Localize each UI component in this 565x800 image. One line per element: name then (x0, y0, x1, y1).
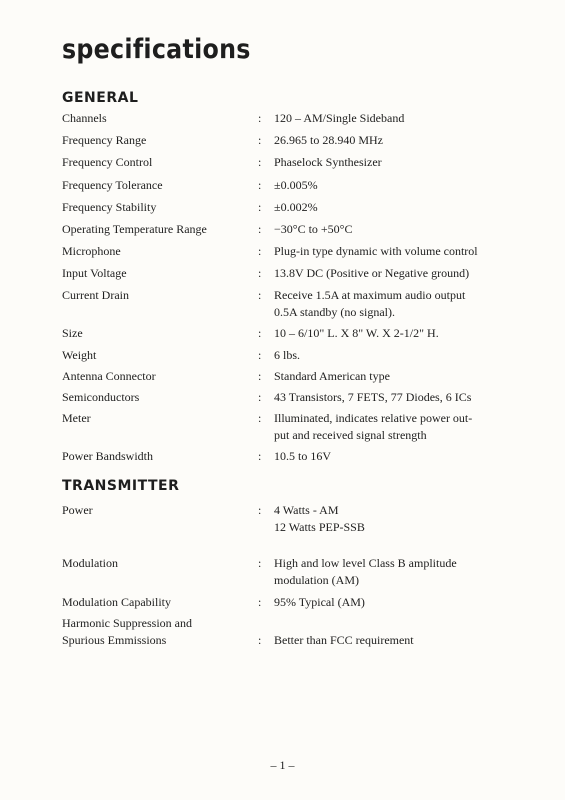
spec-label: Operating Temperature Range (62, 222, 207, 236)
spec-value: ±0.005% (274, 178, 318, 192)
spec-colon: : (258, 390, 262, 404)
spec-value: 95% Typical (AM) (274, 595, 365, 609)
page-number: – 1 – (270, 758, 295, 772)
spec-colon: : (258, 556, 262, 570)
spec-colon: : (258, 369, 262, 383)
spec-label: Frequency Stability (62, 200, 157, 214)
spec-value: 10.5 to 16V (274, 449, 331, 463)
spec-label: Modulation (62, 556, 118, 570)
spec-colon: : (258, 133, 262, 147)
spec-label: Frequency Range (62, 133, 147, 147)
spec-label: Modulation Capability (62, 595, 171, 609)
spec-value: Better than FCC requirement (274, 633, 414, 647)
spec-label: Channels (62, 111, 107, 125)
spec-colon: : (258, 503, 262, 517)
spec-value: Standard American type (274, 369, 390, 383)
spec-value: put and received signal strength (274, 428, 427, 442)
spec-value: 26.965 to 28.940 MHz (274, 133, 383, 147)
spec-value: 4 Watts - AM (274, 503, 339, 517)
spec-value: High and low level Class B amplitude (274, 556, 457, 570)
spec-label: Harmonic Suppression and (62, 616, 192, 630)
spec-label: Size (62, 326, 83, 340)
section-heading-transmitter: TRANSMITTER (62, 478, 180, 494)
spec-colon: : (258, 178, 262, 192)
spec-colon: : (258, 222, 262, 236)
spec-label: Current Drain (62, 288, 129, 302)
spec-label: Microphone (62, 244, 121, 258)
spec-value: Receive 1.5A at maximum audio output (274, 288, 466, 302)
section-heading-general: GENERAL (62, 90, 139, 106)
spec-label: Input Voltage (62, 266, 127, 280)
spec-colon: : (258, 155, 262, 169)
spec-value: −30°C to +50°C (274, 222, 353, 236)
spec-label: Power (62, 503, 93, 517)
spec-colon: : (258, 111, 262, 125)
spec-label: Power Bandswidth (62, 449, 153, 463)
spec-colon: : (258, 288, 262, 302)
spec-value: 10 – 6/10" L. X 8" W. X 2-1/2" H. (274, 326, 439, 340)
spec-colon: : (258, 200, 262, 214)
spec-colon: : (258, 411, 262, 425)
spec-value: ±0.002% (274, 200, 318, 214)
spec-label: Spurious Emmissions (62, 633, 167, 647)
spec-colon: : (258, 266, 262, 280)
spec-colon: : (258, 244, 262, 258)
spec-value: 6 lbs. (274, 348, 301, 362)
spec-value: Plug-in type dynamic with volume control (274, 244, 478, 258)
page-title: specifications (62, 34, 251, 65)
spec-label: Frequency Control (62, 155, 153, 169)
spec-value: Illuminated, indicates relative power out- (274, 411, 473, 425)
spec-value: Phaselock Synthesizer (274, 155, 382, 169)
spec-value: 12 Watts PEP-SSB (274, 520, 365, 534)
spec-colon: : (258, 326, 262, 340)
spec-label: Antenna Connector (62, 369, 156, 383)
spec-colon: : (258, 348, 262, 362)
spec-label: Meter (62, 411, 91, 425)
spec-label: Semiconductors (62, 390, 140, 404)
spec-label: Frequency Tolerance (62, 178, 163, 192)
spec-colon: : (258, 449, 262, 463)
spec-value: modulation (AM) (274, 573, 359, 587)
spec-value: 43 Transistors, 7 FETS, 77 Diodes, 6 ICs (274, 390, 472, 404)
spec-colon: : (258, 633, 262, 647)
spec-value: 120 – AM/Single Sideband (274, 111, 405, 125)
spec-colon: : (258, 595, 262, 609)
spec-value: 0.5A standby (no signal). (274, 305, 395, 319)
spec-value: 13.8V DC (Positive or Negative ground) (274, 266, 470, 280)
spec-label: Weight (62, 348, 97, 362)
